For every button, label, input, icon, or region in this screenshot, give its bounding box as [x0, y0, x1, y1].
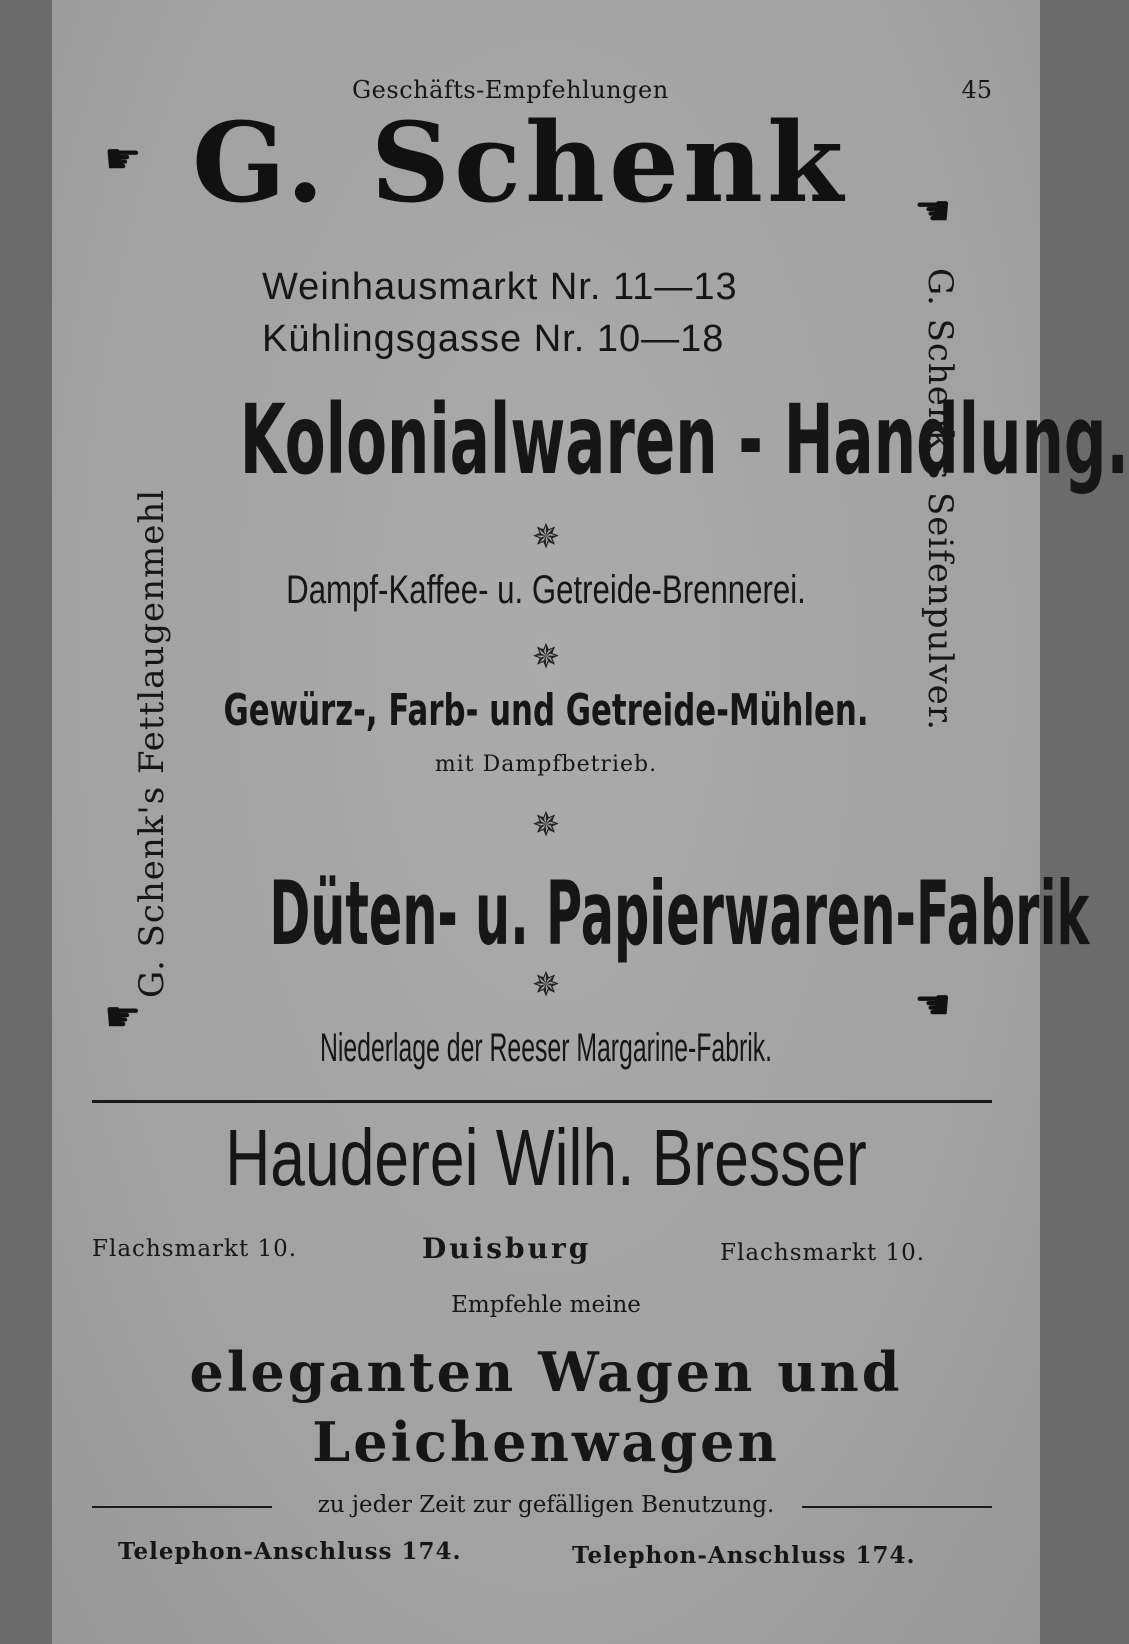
service-line: Dampf-Kaffee- u. Getreide-Brennerei.	[286, 568, 806, 612]
divider	[92, 1100, 992, 1103]
star-ornament-icon: ✵	[531, 517, 561, 557]
ad-headline: Hauderei Wilh. Bresser	[225, 1113, 867, 1202]
service-subline: mit Dampfbetrieb.	[434, 752, 658, 777]
address-line: Weinhausmarkt Nr. 11—13	[262, 266, 738, 308]
service-line: Gewürz-, Farb- und Getreide-Mühlen.	[223, 685, 869, 736]
side-text-right-label: G. Schenk's Seifenpulver.	[920, 268, 960, 732]
address-line: Kühlingsgasse Nr. 10—18	[262, 318, 725, 360]
star-ornament-icon: ✵	[531, 637, 561, 677]
ad-headline: Kolonialwaren - Handlung.	[239, 384, 1129, 496]
phone-left: Telephon-Anschluss 174.	[118, 1538, 462, 1565]
running-header: Geschäfts-Empfehlungen	[352, 76, 669, 104]
divider	[802, 1506, 992, 1508]
address-left: Flachsmarkt 10.	[92, 1236, 298, 1262]
star-ornament-icon: ✵	[531, 805, 561, 845]
pointing-hand-icon: ☛	[104, 992, 142, 1041]
offer-line: Leichenwagen	[312, 1410, 780, 1474]
pointing-hand-icon: ☛	[914, 186, 952, 235]
page	[52, 0, 1129, 1644]
intro-text: Empfehle meine	[451, 1292, 641, 1318]
phone-right: Telephon-Anschluss 174.	[572, 1542, 916, 1569]
star-ornament-icon: ✵	[531, 965, 561, 1005]
side-text-left-label: G. Schenk's Fettlaugenmehl	[132, 488, 172, 998]
offer-line: eleganten Wagen und	[189, 1340, 903, 1404]
pointing-hand-icon: ☛	[914, 980, 952, 1029]
pointing-hand-icon: ☛	[104, 134, 142, 183]
service-line: Niederlage der Reeser Margarine-Fabrik.	[319, 1026, 773, 1070]
page-number: 45	[961, 76, 992, 104]
address-right: Flachsmarkt 10.	[720, 1240, 926, 1266]
service-headline: Düten- u. Papierwaren-Fabrik	[269, 862, 1090, 965]
company-logo: G. Schenk	[192, 98, 848, 227]
note-text: zu jeder Zeit zur gefälligen Benutzung.	[317, 1492, 775, 1518]
city-name: Duisburg	[422, 1232, 592, 1265]
